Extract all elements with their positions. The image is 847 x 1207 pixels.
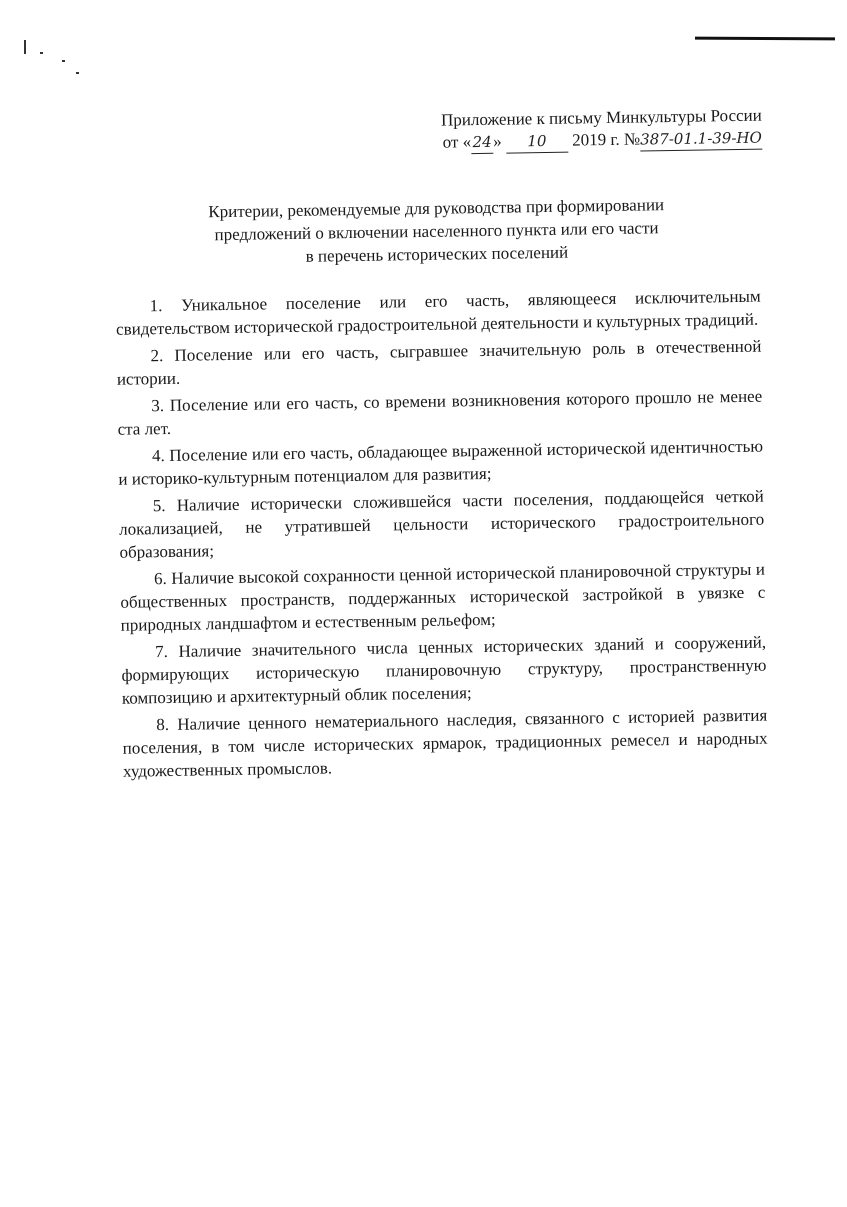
date-quote-close: » xyxy=(492,131,502,151)
letter-month: 10 xyxy=(506,130,568,154)
criterion-item: 8. Наличие ценного нематериального наследия, связанного с историей развития поселения, в том числе исторических ярмарок, традиционных ремесел и народных художественных промыслов. xyxy=(122,705,768,781)
date-prefix: от « xyxy=(442,132,472,152)
criterion-item: 5. Наличие исторически сложившейся части поселения, поддающейся четкой локализацией, не утратившей цельности исторического градостроительного образования; xyxy=(119,486,765,562)
criterion-item: 1. Уникальное поселение или его часть, являющееся исключительным свидетельством исторической градостроительной деятельности и культурных традиций. xyxy=(115,286,761,339)
attachment-header xyxy=(441,105,762,155)
title-line: Критерии, рекомендуемые для руководства при формировании xyxy=(208,195,665,222)
document-title xyxy=(116,192,757,271)
title-line: в перечень исторических поселений xyxy=(305,242,569,266)
criteria-list xyxy=(116,285,769,787)
criterion-item: 3. Поселение или его часть, со времени возникновения которого прошло не менее ста лет. xyxy=(117,386,763,439)
letter-year: 2019 г. № xyxy=(571,129,641,150)
letter-reference xyxy=(441,127,762,155)
attachment-title: Приложение к письму Минкультуры России xyxy=(440,105,762,130)
criterion-item: 6. Наличие высокой сохранности ценной исторической планировочной структуры и общественных пространств, поддержанных исторической застройкой в увязке с природных ландшафтом и естественным рельефом; xyxy=(120,559,766,635)
letter-day: 24 xyxy=(471,131,493,154)
criterion-item: 7. Наличие значительного числа ценных исторических зданий и сооружений, формирующих историческую планировочную структуру, пространственную композицию и архитектурный облик поселения; xyxy=(121,632,767,708)
letter-number: 387-01.1-39-НО xyxy=(640,127,762,152)
title-line: предложений о включении населенного пункта или его части xyxy=(214,218,659,245)
criterion-item: 2. Поселение или его часть, сыгравшее значительную роль в отечественной истории. xyxy=(116,336,762,389)
criterion-item: 4. Поселение или его часть, обладающее выраженной исторической идентичностью и историко-культурным потенциалом для развития; xyxy=(118,436,764,489)
